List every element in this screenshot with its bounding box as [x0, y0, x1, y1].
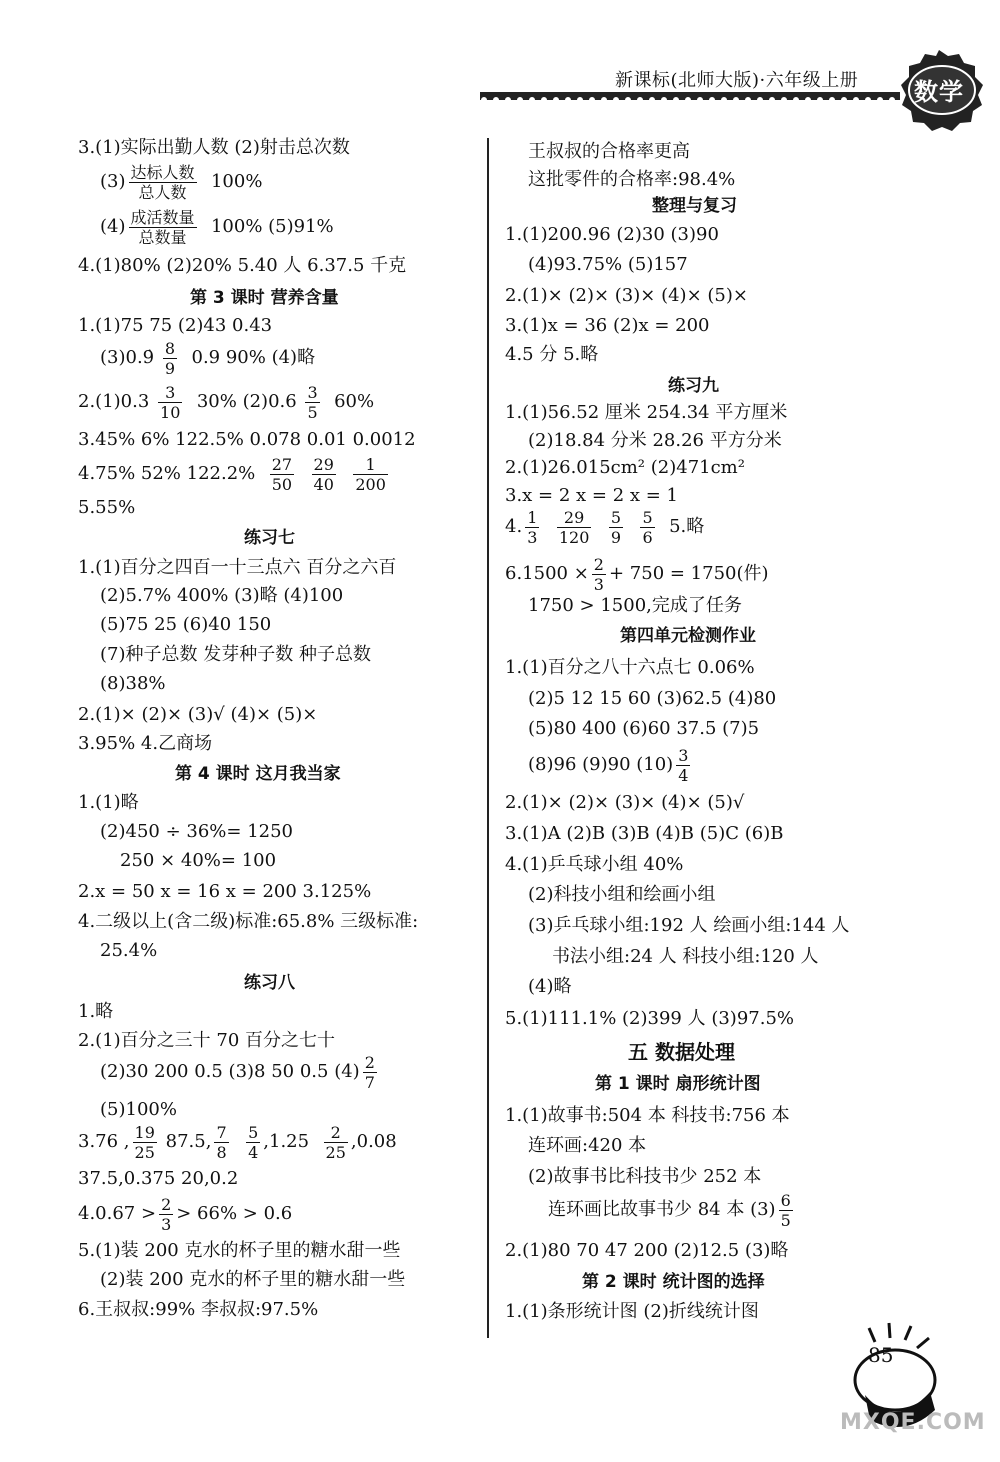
answer-line: 1.(1)百分之八十六点七 0.06% [505, 657, 755, 678]
denominator: 4 [248, 1142, 259, 1162]
unit-heading: 五 数据处理 [628, 1040, 735, 1064]
answer-line-fraction [100, 205, 334, 249]
text: 4. [505, 516, 523, 537]
answer-line: (2)5.7% 400% (3)略 (4)100 [100, 585, 344, 606]
answer-line: 1.(1)75 75 (2)43 0.43 [78, 315, 273, 336]
section-heading: 第 1 课时 扇形统计图 [595, 1074, 761, 1094]
denominator: 总人数 [138, 182, 187, 202]
section-heading: 第 3 课时 营养含量 [190, 288, 339, 308]
answer-line: 2.(1)× (2)× (3)× (4)× (5)× [505, 285, 748, 306]
text: 6.1500 × [505, 563, 589, 584]
numerator: 3 [678, 745, 689, 765]
numerator: 2 [593, 554, 604, 574]
answer-line: 1.(1)200.96 (2)30 (3)90 [505, 224, 719, 245]
section-heading: 第 4 课时 这月我当家 [175, 764, 341, 784]
denominator: 25 [325, 1142, 346, 1162]
numerator: 3 [307, 382, 318, 402]
denominator: 9 [164, 358, 176, 378]
fraction [324, 1123, 348, 1162]
answer-line: 3.x = 2 x = 2 x = 1 [505, 485, 679, 506]
answer-line: 2.(1)× (2)× (3)√ (4)× (5)× [78, 704, 318, 725]
answer-line-fraction [78, 1192, 292, 1236]
numerator: 成活数量 [130, 207, 195, 227]
answer-line: (2)科技小组和绘画小组 [528, 884, 716, 905]
answer-line-fraction [78, 1120, 397, 1164]
numerator: 7 [216, 1122, 227, 1142]
numerator: 3 [158, 383, 182, 403]
text: 2.(1)0.3 [78, 391, 150, 412]
section-heading: 练习七 [244, 528, 295, 548]
denominator: 7 [364, 1072, 375, 1092]
text: ,1.25 [263, 1131, 310, 1152]
answer-line: 这批零件的合格率:98.4% [528, 169, 736, 190]
fraction [305, 383, 319, 422]
fraction [525, 508, 539, 547]
answer-line: (8)38% [100, 673, 166, 694]
text: 100% (5)91% [210, 216, 334, 237]
fraction [592, 555, 606, 594]
fraction [133, 1123, 157, 1162]
page-header [0, 0, 1000, 130]
fraction [640, 508, 654, 547]
answer-line-fraction [100, 1050, 380, 1094]
denominator: 3 [161, 1214, 172, 1234]
numerator: 19 [134, 1122, 155, 1142]
denominator: 5 [780, 1210, 791, 1230]
section-heading: 练习九 [668, 376, 719, 396]
numerator: 29 [313, 454, 334, 474]
answer-line: (5)80 400 (6)60 37.5 (7)5 [528, 718, 760, 739]
numerator: 6 [780, 1190, 791, 1210]
header-title: 新课标(北师大版)·六年级上册 [615, 70, 859, 91]
section-heading: 整理与复习 [652, 196, 737, 216]
answer-line: (2)5 12 15 60 (3)62.5 (4)80 [528, 688, 777, 709]
text: 连环画比故事书少 84 本 (3) [548, 1199, 776, 1220]
answer-line: 6.王叔叔:99% 李叔叔:97.5% [78, 1299, 319, 1320]
fraction [676, 746, 690, 785]
answer-line: 1.(1)56.52 厘米 254.34 平方厘米 [505, 402, 788, 423]
numerator: 2 [364, 1052, 375, 1072]
numerator: 29 [557, 508, 592, 528]
fraction [779, 1191, 793, 1230]
answer-line: (3)乒乓球小组:192 人 绘画小组:144 人 [528, 915, 850, 936]
answer-line: 1.(1)百分之四百一十三点六 百分之六百 [78, 557, 397, 578]
fraction [353, 455, 388, 494]
answer-line: 5.55% [78, 497, 136, 518]
denominator: 3 [593, 574, 604, 594]
denominator: 8 [216, 1142, 227, 1162]
denominator: 120 [558, 527, 590, 547]
answer-line: (4)93.75% (5)157 [528, 254, 688, 275]
text: 5.略 [669, 516, 705, 537]
answer-line: 37.5,0.375 20,0.2 [78, 1168, 239, 1189]
answer-line: 1.(1)故事书:504 本 科技书:756 本 [505, 1105, 790, 1126]
answer-line: (2)450 ÷ 36%= 1250 [100, 821, 293, 842]
denominator: 5 [307, 402, 318, 422]
text: 4.75% 52% 122.2% [78, 463, 256, 484]
answer-line: (2)装 200 克水的杯子里的糖水甜一些 [100, 1269, 406, 1290]
text: 0.9 90% (4)略 [191, 347, 316, 368]
numerator: 2 [161, 1194, 172, 1214]
text: (3) [100, 171, 126, 192]
fraction [163, 339, 177, 378]
denominator: 4 [678, 765, 689, 785]
answer-line: 王叔叔的合格率更高 [528, 141, 690, 162]
text: 60% [334, 391, 375, 412]
answer-line: 3.95% 4.乙商场 [78, 733, 213, 754]
answer-line: 3.(1)x = 36 (2)x = 200 [505, 315, 710, 336]
answer-line: 书法小组:24 人 科技小组:120 人 [552, 946, 819, 967]
numerator: 5 [642, 507, 653, 527]
text: (8)96 (9)90 (10) [528, 754, 674, 775]
answer-line-fraction [100, 336, 315, 380]
answer-line: 2.x = 50 x = 16 x = 200 3.125% [78, 881, 372, 902]
fraction [609, 508, 623, 547]
denominator: 200 [355, 474, 386, 494]
answer-line: 连环画:420 本 [528, 1135, 647, 1156]
answer-line: (2)18.84 分米 28.26 平方分米 [528, 430, 782, 451]
answer-line-fraction [505, 552, 769, 596]
fraction [129, 208, 197, 247]
answer-line-fraction [548, 1188, 796, 1232]
denominator: 9 [610, 527, 622, 547]
numerator: 1 [353, 455, 388, 475]
numerator: 达标人数 [130, 162, 195, 182]
answer-line-fraction [505, 505, 704, 549]
answer-line-fraction [78, 452, 391, 496]
fraction [557, 508, 592, 547]
text: 3.76 , [78, 1131, 130, 1152]
answer-line: (7)种子总数 发芽种子数 种子总数 [100, 644, 371, 665]
answer-line: 2.(1)× (2)× (3)× (4)× (5)√ [505, 792, 745, 813]
answer-line: 4.(1)80% (2)20% 5.40 人 6.37.5 千克 [78, 255, 407, 276]
answer-line: 3.45% 6% 122.5% 0.078 0.01 0.0012 [78, 429, 416, 450]
answer-line: (5)100% [100, 1099, 177, 1120]
answer-line: 1.略 [78, 1001, 114, 1022]
answer-line: 4.5 分 5.略 [505, 344, 599, 365]
denominator: 3 [527, 527, 538, 547]
numerator: 1 [527, 507, 538, 527]
numerator: 8 [164, 338, 176, 358]
denominator: 50 [271, 474, 293, 494]
answer-line-fraction [100, 160, 262, 204]
answer-line-fraction [528, 743, 693, 787]
text: 100% [210, 171, 263, 192]
text: (4) [100, 216, 126, 237]
fraction [158, 383, 182, 422]
page-number: 85 [868, 1343, 894, 1367]
answer-line: 1.(1)略 [78, 792, 139, 813]
answer-line: 5.(1)装 200 克水的杯子里的糖水甜一些 [78, 1240, 401, 1261]
numerator: 5 [248, 1122, 259, 1142]
fraction [312, 455, 336, 494]
text: 30% (2)0.6 [196, 391, 297, 412]
denominator: 6 [642, 527, 653, 547]
denominator: 40 [313, 474, 334, 494]
numerator: 27 [271, 454, 293, 474]
subject-badge [892, 48, 986, 134]
fraction [129, 163, 197, 202]
text: > 66% > 0.6 [176, 1203, 293, 1224]
answer-line: 2.(1)百分之三十 70 百分之七十 [78, 1030, 336, 1051]
answer-line: (2)故事书比科技书少 252 本 [528, 1166, 762, 1187]
fraction [246, 1123, 260, 1162]
section-heading: 练习八 [244, 973, 295, 993]
fraction [363, 1053, 377, 1092]
answer-line: 5.(1)111.1% (2)399 人 (3)97.5% [505, 1008, 795, 1029]
answer-line: 250 × 40%= 100 [120, 850, 277, 871]
text: (3)0.9̇ [100, 347, 155, 368]
answer-line: 25.4% [100, 940, 158, 961]
fraction [214, 1123, 228, 1162]
numerator: 2 [324, 1123, 348, 1143]
answer-line: 1.(1)条形统计图 (2)折线统计图 [505, 1301, 759, 1322]
denominator: 25 [134, 1142, 155, 1162]
text: + 750 = 1750(件) [608, 563, 769, 584]
answer-line: 3.(1)实际出勤人数 (2)射击总次数 [78, 137, 350, 158]
column-divider [487, 138, 489, 1338]
section-heading: 第四单元检测作业 [620, 626, 756, 646]
section-heading: 第 2 课时 统计图的选择 [582, 1272, 765, 1292]
fraction [270, 455, 294, 494]
watermark: MXQE.COM [840, 1410, 986, 1435]
denominator: 10 [160, 402, 181, 422]
answer-line: 3.(1)A (2)B (3)B (4)B (5)C (6)B [505, 823, 784, 844]
text: 87.5, [165, 1131, 212, 1152]
denominator: 总数量 [138, 227, 187, 247]
text: ,0.08 [350, 1131, 397, 1152]
answer-line-fraction [78, 380, 374, 424]
badge-label: 数学 [914, 77, 964, 106]
text: (2)30 200 0.5 (3)8 50 0.5 (4) [100, 1061, 360, 1082]
answer-line: 4.(1)乒乓球小组 40% [505, 854, 684, 875]
answer-line: 2.(1)80 70 47 200 (2)12.5 (3)略 [505, 1240, 789, 1261]
answer-line: 4.二级以上(含二级)标准:65.8% 三级标准: [78, 911, 419, 932]
fraction [159, 1195, 173, 1234]
decorative-band [480, 90, 900, 102]
answer-line: 1750 > 1500,完成了任务 [528, 595, 742, 616]
numerator: 5 [610, 507, 622, 527]
answer-line: 2.(1)26.015cm² (2)471cm² [505, 457, 745, 478]
answer-line: (5)75 25 (6)40 150 [100, 614, 272, 635]
text: 4.0.67 > [78, 1203, 157, 1224]
answer-line: (4)略 [528, 976, 572, 997]
